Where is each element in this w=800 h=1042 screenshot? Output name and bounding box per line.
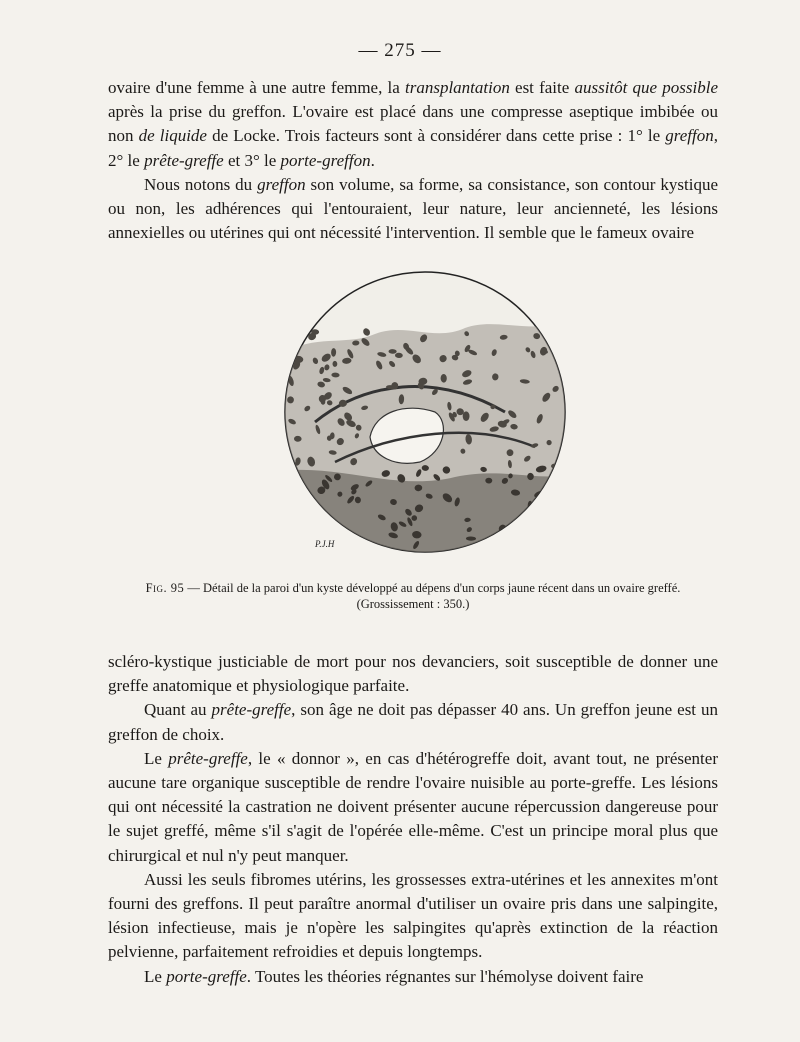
paragraph-4: Quant au prête-greffe, son âge ne doit pas dépasser 40 ans. Un greffon jeune est un greffon de choix.	[108, 700, 718, 744]
cell-nucleus	[551, 330, 557, 337]
page-number: — 275 —	[358, 40, 442, 61]
cell-nucleus	[308, 528, 316, 535]
paragraph-7: Le porte-greffe. Toutes les théories régnantes sur l'hémolyse doivent faire	[144, 966, 644, 986]
cell-nucleus	[557, 332, 563, 338]
text-block-top	[108, 76, 718, 245]
cell-nucleus	[540, 537, 546, 543]
cell-nucleus	[309, 506, 316, 513]
cell-nucleus	[546, 498, 556, 509]
paragraph-6: Aussi les seuls fibromes utérins, les grossesses extra-utérines et les annexites m'ont fourni des greffons. Il peut paraître anormal d'utiliser un ovaire pris dans une salpingite, lésion infectieuse, mais je n'opère les salpingites qu'après extinction de la réaction pelvienne, parfaitement refroidies et depuis longtemps.	[108, 869, 718, 962]
cell-nucleus	[463, 411, 470, 421]
cell-nucleus	[547, 518, 556, 527]
histology-figure	[275, 262, 575, 562]
cell-nucleus	[513, 540, 522, 551]
paragraph-3: scléro-kystique justiciable de mort pour nos devanciers, soit susceptible de donner une greffe anatomique et physiologique parfaite.	[108, 652, 718, 696]
caption-line-1: Fig. 95 — Détail de la paroi d'un kyste développé au dépens d'un corps jaune récent dans un ovaire greffé.	[145, 581, 681, 595]
cell-nucleus	[516, 534, 528, 546]
artist-signature: P.J.H	[315, 539, 335, 549]
micrograph-illustration	[275, 262, 575, 562]
paragraph-1: ovaire d'une femme à une autre femme, la transplantation est faite aussitôt que possible après la prise du greffon. L'ovaire est placé dans une compresse aseptique imbibée ou non de liquide de Locke. Trois facteurs sont à considérer dans cette prise : 1° le greffon, 2° le prête-greffe et 3° le porte-greffon.	[108, 78, 719, 170]
cell-nucleus	[301, 518, 311, 527]
cell-nucleus	[512, 539, 518, 543]
text-block-bottom	[108, 650, 718, 989]
paragraph-5: Le prête-greffe, le « donnor », en cas d'hétérogreffe doit, avant tout, ne présenter aucune tare organique susceptible de rendre l'ovaire nuisible au porte-greffe. Les lésions qui ont nécessité la castration ne doivent présenter aucune répercussion dangereuse pour le sujet greffé, même s'il s'agit de l'opérée elle-même. C'est un principe moral plus que chirurgical et nul n'y peut manquer.	[108, 748, 718, 865]
caption-line-2: (Grossissement : 350.)	[356, 597, 470, 611]
cell-nucleus	[550, 525, 558, 533]
cell-nucleus	[545, 329, 552, 337]
figure-caption	[108, 580, 718, 612]
cell-nucleus	[499, 542, 505, 549]
figure-label: Fig. 95	[145, 581, 185, 595]
paragraph-2: Nous notons du greffon son volume, sa forme, sa consistance, son contour kystique ou non, les adhérences qui l'entouraient, leur nature, leur ancienneté, les lésions annexielles ou utérines qui ont nécessité l'intervention. Il semble que le fameux ovaire	[108, 174, 718, 243]
